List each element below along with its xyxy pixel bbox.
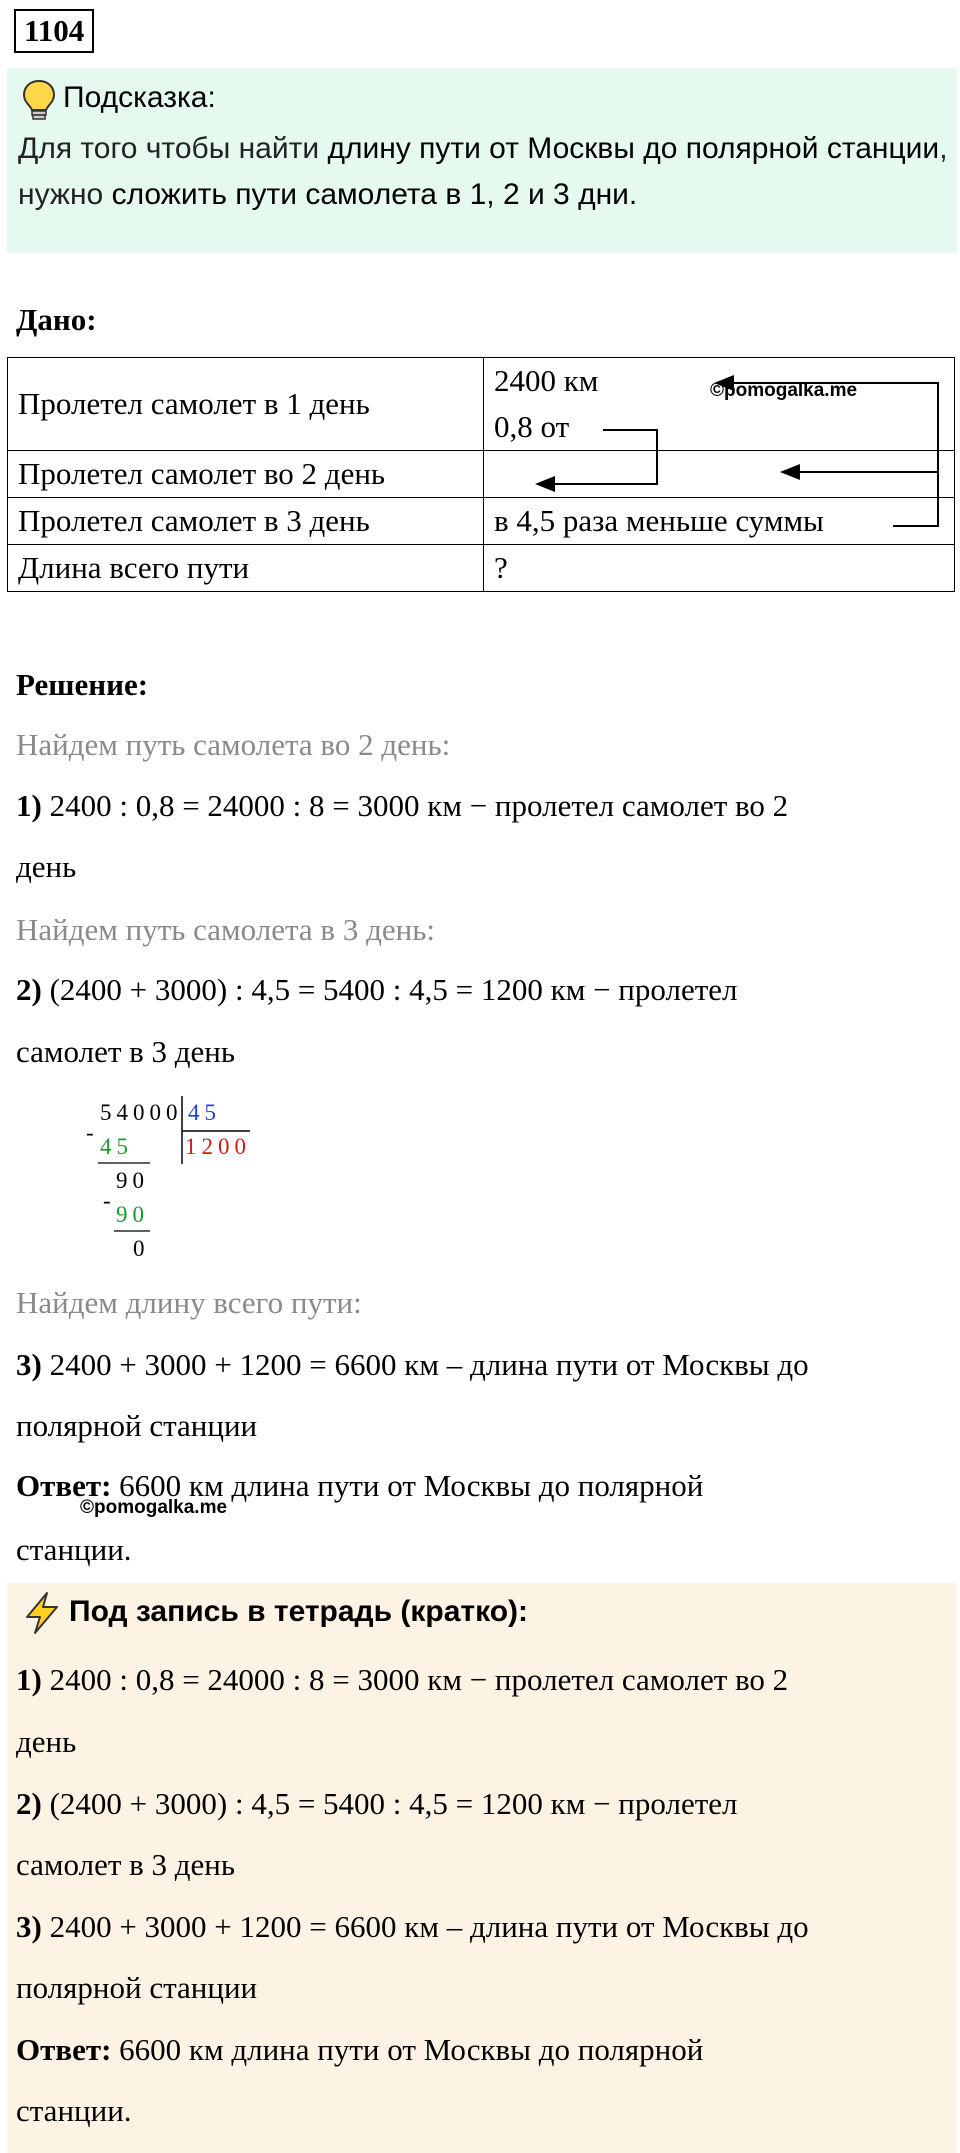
step2-line1: 2) (2400 + 3000) : 4,5 = 5400 : 4,5 = 1200 км − пролетел [16, 972, 738, 1007]
minus-sign: - [86, 1120, 99, 1145]
step3-line2: полярной станции [16, 1408, 258, 1443]
solution-title: Решение: [16, 667, 149, 702]
problem-number: 1104 [14, 9, 94, 53]
given-value: в 4,5 раза меньше суммы [484, 498, 955, 545]
step1-hint: Найдем путь самолета во 2 день: [16, 727, 451, 762]
given-value: 2400 км 0,8 от [484, 358, 955, 451]
given-label: Пролетел самолет в 3 день [8, 498, 484, 545]
division-lines [0, 0, 400, 1300]
step1-line1: 1) 2400 : 0,8 = 24000 : 8 = 3000 км − пролетел самолет во 2 [16, 788, 789, 823]
notes-answer-a: Ответ: 6600 км длина пути от Москвы до полярной [16, 2032, 704, 2067]
divisor: 45 [188, 1100, 221, 1125]
hint-title: Подсказка: [63, 81, 216, 114]
given-title: Дано: [16, 302, 97, 337]
answer-line1: Ответ: 6600 км длина пути от Москвы до полярной [16, 1468, 704, 1503]
given-label: Длина всего пути [8, 545, 484, 592]
notes-line3b: полярной станции [16, 1970, 258, 2005]
given-value: ? [484, 545, 955, 592]
remainder-1: 90 [116, 1168, 149, 1193]
watermark: ©pomogalka.me [710, 380, 858, 401]
step3-line1: 3) 2400 + 3000 + 1200 = 6600 км – длина пути от Москвы до [16, 1347, 809, 1382]
notes-line2b: самолет в 3 день [16, 1847, 236, 1882]
notes-answer-b: станции. [16, 2093, 132, 2128]
quotient: 1200 [185, 1134, 251, 1159]
arrow-day1-to-day2 [537, 430, 657, 484]
remainder-final: 0 [133, 1236, 150, 1261]
notes-line1a: 1) 2400 : 0,8 = 24000 : 8 = 3000 км − пролетел самолет во 2 [16, 1662, 789, 1697]
subtrahend-2: 90 [116, 1202, 149, 1227]
minus-sign: - [103, 1188, 116, 1213]
answer-line2: станции. [16, 1532, 132, 1567]
notes-line3a: 3) 2400 + 3000 + 1200 = 6600 км – длина пути от Москвы до [16, 1909, 809, 1944]
step2-line2: самолет в 3 день [16, 1034, 236, 1069]
notes-line1b: день [16, 1724, 77, 1759]
step1-line2: день [16, 849, 77, 884]
arrow-sum-to-day3 [716, 383, 938, 526]
lightning-icon [21, 1591, 63, 1635]
dividend: 54000 [100, 1100, 183, 1125]
step3-hint: Найдем длину всего пути: [16, 1285, 362, 1320]
given-label: Пролетел самолет во 2 день [8, 451, 484, 498]
notes-title: Под запись в тетрадь (кратко): [69, 1595, 529, 1628]
subtrahend-1: 45 [100, 1134, 133, 1159]
notes-line2a: 2) (2400 + 3000) : 4,5 = 5400 : 4,5 = 1200 км − пролетел [16, 1786, 738, 1821]
hint-text: Для того чтобы найти длину пути от Москвы до полярной станции, нужно сложить пути самолета в 1, 2 и 3 дни. [18, 132, 948, 211]
step2-hint: Найдем путь самолета в 3 день: [16, 912, 435, 947]
watermark: ©pomogalka.me [80, 1497, 228, 1518]
given-label: Пролетел самолет в 1 день [8, 358, 484, 451]
